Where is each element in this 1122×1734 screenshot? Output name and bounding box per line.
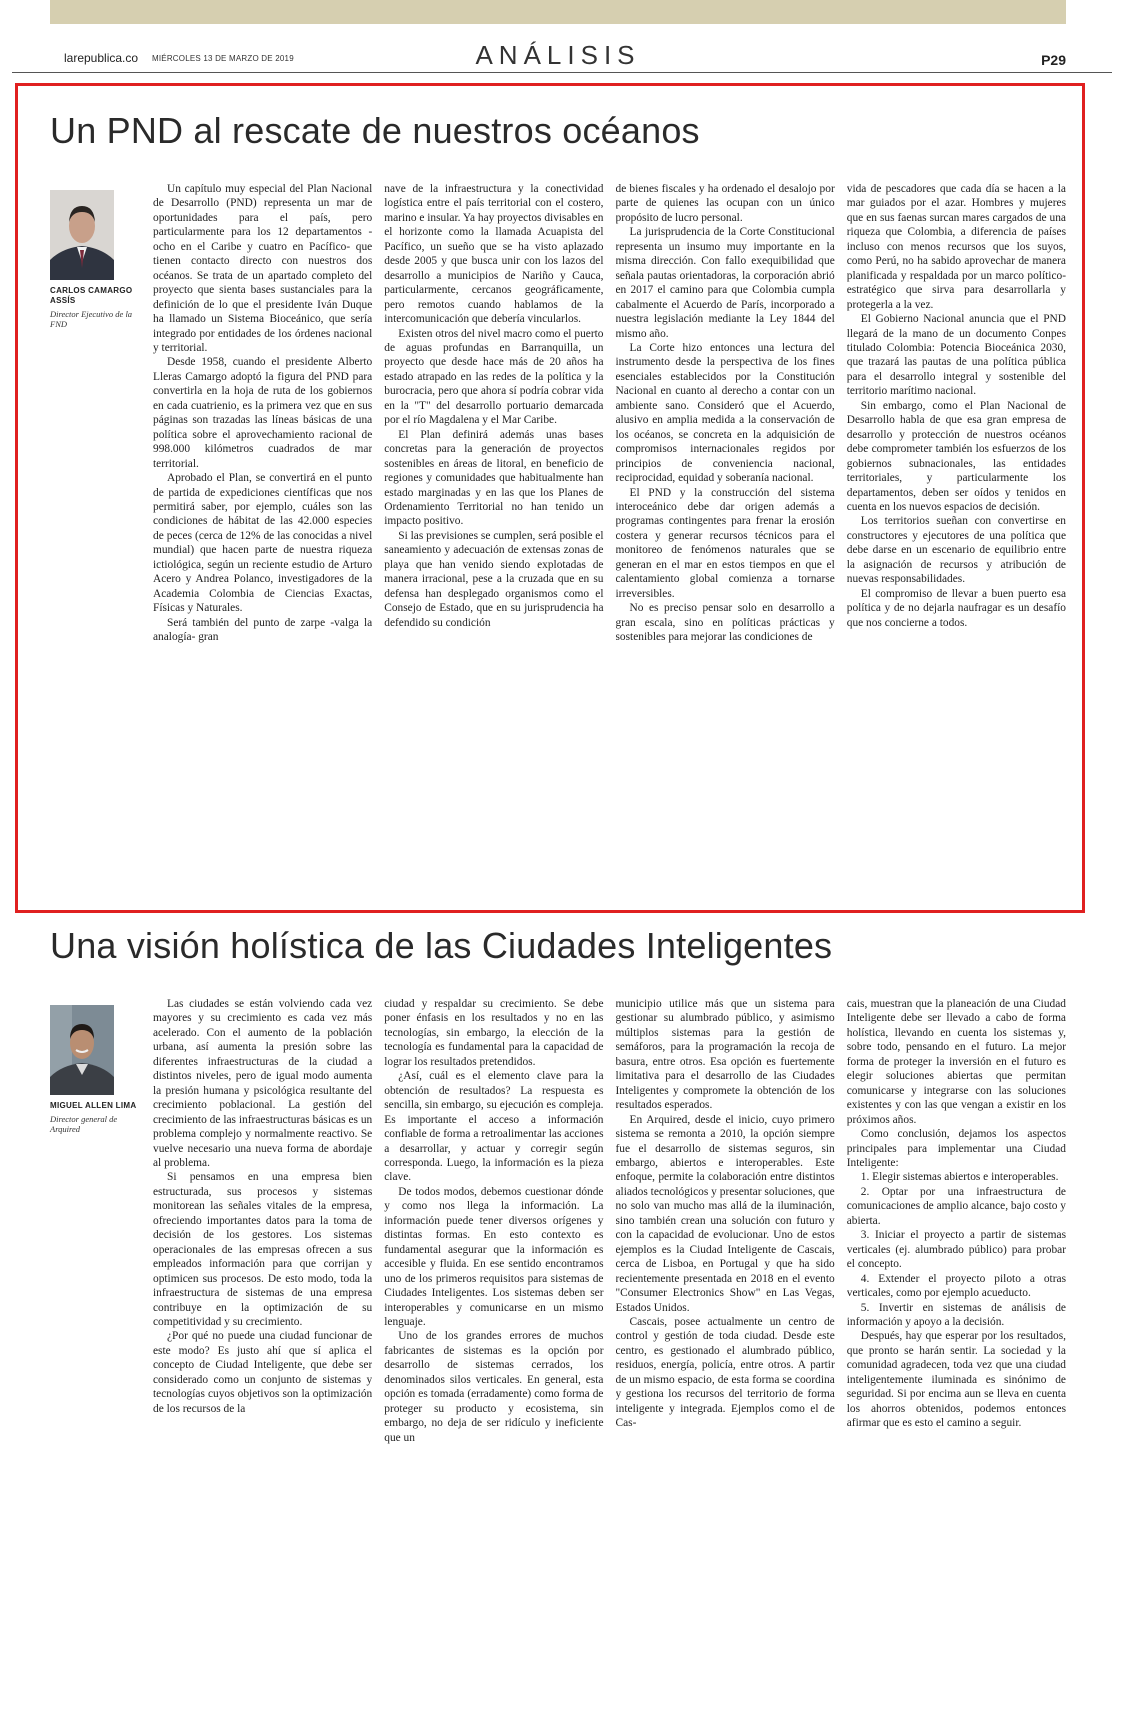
body-paragraph: Uno de los grandes errores de muchos fabricantes de sistemas es la opción por desarrollo de sistemas cerrados, los denominados silos verticales. En general, esta opción es tomada (erradamente) como forma de proteger su producto y ecosistema, sin embargo, no deja de ser ridículo y ineficiente que un xyxy=(384,1330,604,1444)
article-headline: Un PND al rescate de nuestros océanos xyxy=(50,110,700,151)
body-paragraph: municipio utilice más que un sistema para gestionar su alumbrado público, y asimismo múltiplos sistemas para la gestión de semáforos, para la programación la recoja de basura, entre otros. Esa opción es fuertemente limitativa para el desarrollo de las Ciudades Inteligentes y compromete la obtención de los resultados esperados. xyxy=(615,998,835,1112)
author-portrait-image xyxy=(50,1005,114,1095)
body-paragraph: Como conclusión, dejamos los aspectos principales para implementar una Ciudad Inteligente: xyxy=(846,1128,1066,1169)
body-paragraph: De todos modos, debemos cuestionar dónde y como nos llega la información. La información puede tener diversos orígenes y distintas formas. En esto contexto es fundamental asegurar que la información es accesible y fluida. En ese sentido encontramos uno de los primeros requisitos para sistemas de Ciudades Inteligentes. Los sistemas deben ser interoperables y comunicarse en un mismo lenguaje. xyxy=(384,1185,604,1328)
author-photo xyxy=(50,1005,114,1095)
author-portrait-image xyxy=(50,190,114,280)
body-paragraph: vida de pescadores que cada día se hacen a la mar guiados por el azar. Hombres y mujeres que en sus faenas surcan mares cargados de una riqueza que Colombia, a diferencia de países incluso con menos recursos que los suyos, como Perú, no ha sabido aprovechar de manera planificada y respaldada por un marco político-estratégico que sirva para desarrollarla y protegerla a la vez. xyxy=(846,183,1066,311)
body-paragraph: Será también del punto de zarpe -valga la analogía- gran xyxy=(153,616,373,644)
newspaper-logo: larepublica.co xyxy=(64,51,139,65)
body-paragraph: Existen otros del nivel macro como el puerto de aguas profundas en Barranquilla, un proyecto que desde hace más de 20 años ha estado atrapado en las redes de la política y la burocracia, pero que ahora sí podría cobrar vida en la "T" del desarrollo portuario demarcada por el río Magdalena y el Mar Caribe. xyxy=(384,327,604,427)
body-paragraph: Sin embargo, como el Plan Nacional de Desarrollo habla de que esa gran empresa de desarrollo y protección de nuestros océanos debe comprometer también los esfuerzos de los gobiernos subnacionales, las entidades territoriales, y particularmente los departamentos, deben ser oídos y tenidos en cuenta en los nuevos espacios de decisión. xyxy=(846,399,1066,513)
text-column xyxy=(847,997,1066,1717)
body-paragraph: Los territorios sueñan con convertirse en constructores y ejecutores de una política que debe darse en un escenario de equilibrio entre la asignación de recursos y atribución de nuevas responsabilidades. xyxy=(846,515,1066,586)
body-paragraph: ¿Por qué no puede una ciudad funcionar de este modo? Es justo ahí que sí aplica el concepto de Ciudad Inteligente, que debe ser considerado como un conjunto de sistemas y tecnologías cuyos objetivos son la optimización de los recursos de la xyxy=(153,1330,373,1415)
text-column xyxy=(384,182,603,902)
text-column xyxy=(847,182,1066,902)
author-name: MIGUEL ALLEN LIMA xyxy=(50,1101,137,1110)
body-paragraph: 5. Invertir en sistemas de análisis de información y apoyo a la decisión. xyxy=(846,1301,1066,1328)
body-paragraph: 1. Elegir sistemas abiertos e interoperables. xyxy=(860,1171,1059,1184)
body-paragraph: cais, muestran que la planeación de una Ciudad Inteligente debe ser llevado a cabo de forma holística, llevando en cuenta los sistemas y, sobre todo, pensando en el futuro. La mejor forma de proteger la inversión en el futuro es elegir soluciones abiertas que permitan comunicarse y integrarse con las soluciones existentes y con las que vengan a existir en los próximos años. xyxy=(846,998,1066,1126)
body-paragraph: Cascais, posee actualmente un centro de control y gestión de toda ciudad. Desde este centro, es gestionado el alumbrado público, residuos, energía, policía, entre otros. A partir de un mismo espacio, de esta forma se coordina y gestiona los recursos del territorio de forma inteligente y integrada. Ejemplos como el de Cas- xyxy=(615,1315,835,1430)
body-paragraph: de bienes fiscales y ha ordenado el desalojo por parte de quienes las ocupan con un único propósito de lucro personal. xyxy=(615,183,835,224)
page-header xyxy=(50,40,1066,76)
body-paragraph: La Corte hizo entonces una lectura del instrumento desde la perspectiva de los fines esenciales establecidos por la Constitución Nacional en cuanto al derecho a contar con un ambiente sano. Consideró que el Acuerdo, alusivo en amplia medida a la conservación de los océanos, se concreta en la adquisición de compromisos internacionales regidos por principios de conveniencia nacional, reciprocidad, equidad y soberanía nacional. xyxy=(615,341,835,485)
body-paragraph: ciudad y respaldar su crecimiento. Se debe poner énfasis en los resultados y no en las tecnologías, sin embargo, la elección de la tecnología es fundamental para la capacidad de lograr los resultados pretendidos. xyxy=(384,998,604,1068)
body-paragraph: Si las previsiones se cumplen, será posible el saneamiento y adecuación de extensas zonas de playa que han venido siendo explotadas de manera irracional, pese a la cruzada que en su defensa han desplegado organismos como el Consejo de Estado, que en su jurisprudencia ha defendido su condición xyxy=(384,529,604,629)
page-number: P29 xyxy=(1041,52,1066,68)
text-column xyxy=(616,997,835,1717)
author-block xyxy=(50,190,140,329)
body-paragraph: ¿Así, cuál es el elemento clave para la obtención de resultados? La respuesta es sencilla, sin embargo, su ejecución es compleja. Es importante el acceso a información confiable de forma a retroalimentar las acciones a desarrollar, y actuar y corregir según corresponda. Luego, la información es la pieza clave. xyxy=(384,1070,604,1184)
section-title: ANÁLISIS xyxy=(475,40,641,70)
publication-date: MIÉRCOLES 13 DE MARZO DE 2019 xyxy=(152,54,294,63)
article-oceanos xyxy=(50,110,1066,910)
article-ciudades-inteligentes xyxy=(50,925,1066,1725)
text-column xyxy=(153,182,372,902)
body-paragraph: 2. Optar por una infraestructura de comunicaciones de amplio alcance, bajo costo y abierta. xyxy=(846,1185,1066,1227)
author-title: Director general de Arquired xyxy=(50,1114,118,1134)
body-paragraph: Aprobado el Plan, se convertirá en el punto de partida de expediciones científicas que nos permitirá saber, por ejemplo, cuáles son las condiciones de hábitat de las 42.000 especies de peces (cerca de 12% de las conocidas a nivel mundial) que hacen parte de nuestra riqueza ictiológica, según un reciente estudio de Arturo Acero y Andrea Polanco, investigadores de la Academia Colombia de Ciencias Exactas, Físicas y Naturales. xyxy=(153,472,373,615)
body-paragraph: El compromiso de llevar a buen puerto esa política y de no dejarla naufragar es un desafío que nos concierne a todos. xyxy=(846,587,1066,629)
body-paragraph: En Arquired, desde el inicio, cuyo primero sistema se remonta a 2010, la opción siempre fue el desarrollo de sistemas seguros, sin embargo, abiertos e interoperables. Este enfoque, permite la colaboración entre distintos aliados tecnológicos y presentar soluciones, que no solo van mucho mas allá de la iluminación, sino también crean una solución con futuro y con la capacidad de evolucionar. Uno de estos ejemplos es la Ciudad Inteligente de Cascais, cerca de Lisboa, en Portugal y que ha sido recientemente presentada en 2018 en el evento "Consumer Electronics Show" en Las Vegas, Estados Unidos. xyxy=(615,1113,835,1314)
author-title: Director Ejecutivo de la FND xyxy=(50,309,133,329)
author-block xyxy=(50,1005,140,1134)
body-paragraph: No es preciso pensar solo en desarrollo a gran escala, sino en políticas prácticas y sostenibles para mejorar las condiciones de xyxy=(615,602,835,644)
body-paragraph: Un capítulo muy especial del Plan Nacional de Desarrollo (PND) representa un mar de oportunidades para el país, pero particularmente para los 12 departamentos -ocho en el Caribe y cuatro en Pacífico- que tienen contacto directo con nuestros dos océanos. Se trata de un apartado completo del proyecto que sienta bases sustanciales para la definición de lo que el presidente Iván Duque ha llamado un Sistema Bioceánico, que sería integrado por entidades de los órdenes nacional y territorial. xyxy=(153,183,373,354)
text-column xyxy=(384,997,603,1717)
article-body xyxy=(153,997,1066,1717)
body-paragraph: Después, hay que esperar por los resultados, que pronto se harán sentir. La sociedad y la comunidad agradecen, toda vez que una ciudad inteligentemente iluminada es sinónimo de seguridad. Si por encima aun se lleva en cuenta los ahorros obtenidos, podemos entonces afirmar que es esto el camino a seguir. xyxy=(846,1330,1066,1430)
author-name: CARLOS CAMARGO ASSÍS xyxy=(50,286,133,305)
body-paragraph: nave de la infraestructura y la conectividad logística entre el país territorial con el costero, marino e insular. Ya hay proyectos divisables en el horizonte como la llamada Acuapista del Pacífico, un sueño que se ha visto aplazado desde 2005 y que busca unir con los lazos del desarrollo a municipios de Nariño y Cauca, particularmente, cercanos geográficamente, pero remotos cuando hablamos de la intercomunicación que debería vincularlos. xyxy=(384,183,604,326)
body-paragraph: Desde 1958, cuando el presidente Alberto Lleras Camargo adoptó la figura del PND para convertirla en la hoja de ruta de los gobiernos en cada cuatrienio, es la primera vez que en sus páginas son trazadas las líneas básicas de una política sobre el aprovechamiento racional de 998.000 kilómetros cuadrados de mar territorial. xyxy=(153,356,373,470)
body-paragraph: 4. Extender el proyecto piloto a otras verticales, como por ejemplo acueducto. xyxy=(846,1272,1066,1300)
body-paragraph: Si pensamos en una empresa bien estructurada, sus procesos y sistemas monitorean las señales vitales de la empresa, ofreciendo importantes datos para la toma de decisión de los gestores. Los sistemas operacionales de las empresas ofrecen a sus empleados información para que corrijan y optimicen sus procesos. De esto modo, toda la infraestructura de sistemas de una empresa contribuye en la optimización de su competitividad y su crecimiento. xyxy=(153,1171,373,1328)
body-paragraph: El Gobierno Nacional anuncia que el PND llegará de la mano de un documento Conpes titulado Colombia: Potencia Bioceánica 2030, que trazará las pautas de una política pública para el desarrollo integral y sostenible del territorio marítimo nacional. xyxy=(846,313,1066,398)
article-body xyxy=(153,182,1066,902)
author-photo xyxy=(50,190,114,280)
body-paragraph: El PND y la construcción del sistema interoceánico debe dar origen además a programas contingentes para frenar la erosión costera y generar recursos técnicos para el monitoreo de fenómenos naturales que se generan en el mar en estos tiempos en que el calentamiento global comienza a tornarse irreversibles. xyxy=(615,486,835,600)
header-divider xyxy=(12,72,1112,73)
article-headline: Una visión holística de las Ciudades Inteligentes xyxy=(50,925,833,966)
body-paragraph: El Plan definirá además unas bases concretas para la generación de proyectos sostenibles en áreas de litoral, en beneficio de regiones y comunidades que habitualmente han estado marginadas y en las que los Planes de Ordenamiento Territorial no han tenido un impacto positivo. xyxy=(384,428,604,528)
body-paragraph: La jurisprudencia de la Corte Constitucional representa un insumo muy importante en la misma dirección. Con fallo exequibilidad que señala pautas orientadoras, la corporación abrió en 2017 el camino para que Colombia cumpla cabalmente el Acuerdo de París, incorporado a nuestra legislación mediante la Ley 1844 del mismo año. xyxy=(615,226,835,340)
body-paragraph: Las ciudades se están volviendo cada vez mayores y su crecimiento es cada vez más acelerado. Con el aumento de la población urbana, así aumenta la presión sobre las diferentes infraestructuras de la ciudad a distintos niveles, pero de igual modo aumenta la presión humana y psicológica resultante del crecimiento poblacional. La gestión del crecimiento de las infraestructuras básicas es un problema complejo y normalmente reactivo. Se vuelve necesario una nueva forma de abordaje al problema. xyxy=(153,998,373,1169)
top-color-band xyxy=(50,0,1066,24)
text-column xyxy=(153,997,372,1717)
body-paragraph: 3. Iniciar el proyecto a partir de sistemas verticales (ej. alumbrado público) para probar el concepto. xyxy=(846,1229,1066,1271)
text-column xyxy=(616,182,835,902)
